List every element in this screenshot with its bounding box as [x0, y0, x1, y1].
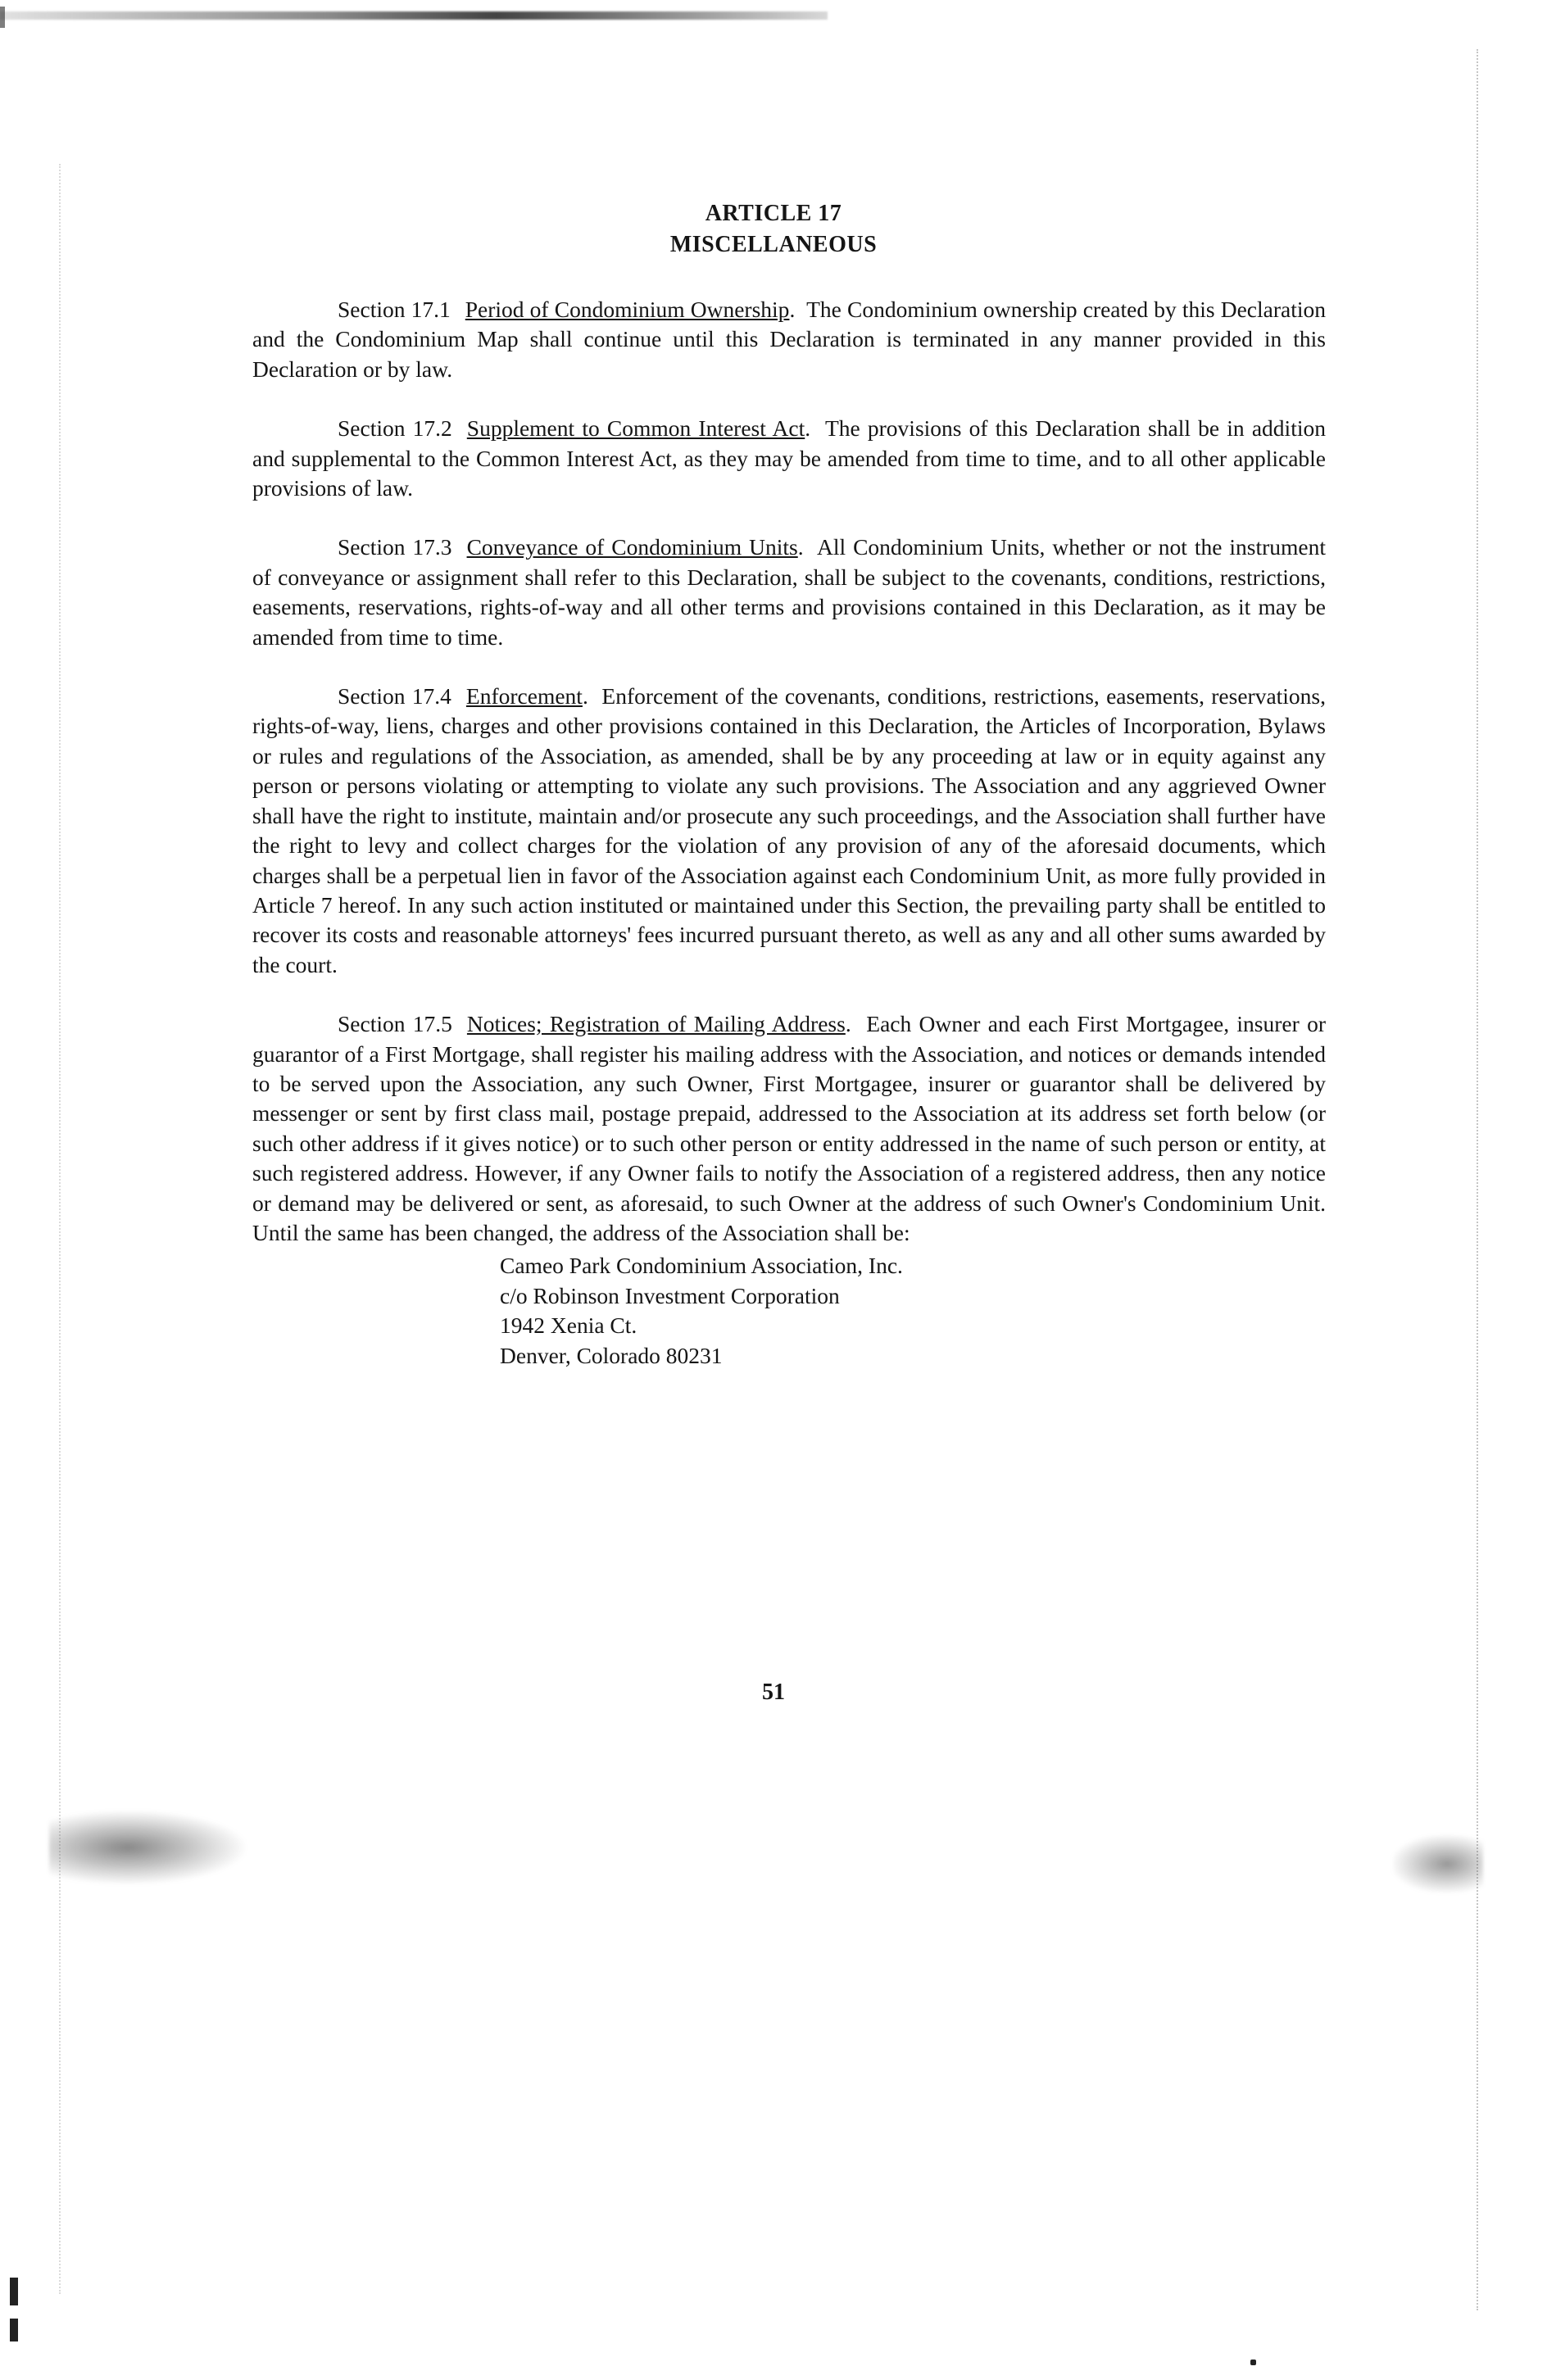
section-17-3: [252, 533, 1326, 652]
section-paragraph: Section 17.4 Enforcement. Enforcement of the covenants, conditions, restrictions, easements, reservations, rights-of-way, liens, charges and other provisions contained in this Declaration, the Articles of Incorporation, Bylaws or rules and regulations of the Association, as amended, shall be by any proceeding at law or in equity against any person or persons violating or attempting to violate any such provisions. The Association and any aggrieved Owner shall have the right to institute, maintain and/or prosecute any such proceedings, and the Association shall further have the right to levy and collect charges for the violation of any provision of any of the aforesaid documents, which charges shall be a perpetual lien in favor of the Association against each Condominium Unit, as more fully provided in Article 7 hereof. In any such action instituted or maintained under this Section, the prevailing party shall be entitled to recover its costs and reasonable attorneys' fees incurred pursuant thereto, as well as any and all other sums awarded by the court.: [252, 683, 1327, 977]
document-body: [252, 295, 1326, 1400]
scan-artifact-corner: [0, 7, 5, 28]
section-text: Enforcement of the covenants, conditions, restrictions, easements, reservations, rights-of-way, liens, charges and other provisions contained in this Declaration, the Articles of Incorporation, Bylaws or rules and regulations of the Association, as amended, shall be by any proceeding at law or in equity against any person or persons violating or attempting to violate any such provisions. The Association and any aggrieved Owner shall have the right to institute, maintain and/or prosecute any such proceedings, and the Association shall further have the right to levy and collect charges for the violation of any provision of any of the aforesaid documents, which charges shall be a perpetual lien in favor of the Association against each Condominium Unit, as more fully provided in Article 7 hereof. In any such action instituted or maintained under this Section, the prevailing party shall be entitled to recover its costs and reasonable attorneys' fees incurred pursuant thereto, as well as any and all other sums awarded by the court.: [252, 683, 1327, 977]
section-17-4: [252, 682, 1326, 980]
address-line: Denver, Colorado 80231: [500, 1342, 723, 1368]
section-text: Each Owner and each First Mortgagee, insurer or guarantor of a First Mortgage, shall register his mailing address with the Association, and notices or demands intended to be served upon the Association, any such Owner, First Mortgagee, insurer or guarantor shall be delivered by messenger or sent by first class mail, postage prepaid, addressed to the Association at its address set forth below (or such other address if it gives notice) or to such other person or entity addressed in the name of such person or entity, at such registered address. However, if any Owner fails to notify the Association of a registered address, then any notice or demand may be delivered or sent, as aforesaid, to such Owner at the address of such Owner's Condominium Unit. Until the same has been changed, the address of the Association shall be:: [252, 1011, 1326, 1245]
section-title: Supplement to Common Interest Act: [466, 415, 805, 442]
scan-artifact-right-edge: [1477, 49, 1481, 2310]
page-number: 51: [762, 1680, 785, 1705]
article-number: ARTICLE 17: [705, 201, 842, 226]
section-paragraph: Section 17.2 Supplement to Common Interest Act. The provisions of this Declaration shall be in addition and supplemental to the Common Interest Act, as they may be amended from time to time, and to all other applicable provisions of law.: [252, 415, 1326, 501]
article-title: MISCELLANEOUS: [669, 232, 878, 257]
scan-artifact-top: [0, 11, 828, 20]
section-paragraph: Section 17.3 Conveyance of Condominium Units. All Condominium Units, whether or not the instrument of conveyance or assignment shall refer to this Declaration, shall be subject to the covenants, conditions, restrictions, easements, reservations, rights-of-way and all other terms and provisions contained in this Declaration, as it may be amended from time to time.: [252, 534, 1326, 650]
section-paragraph: Section 17.5 Notices; Registration of Mailing Address. Each Owner and each First Mortgagee, insurer or guarantor of a First Mortgage, shall register his mailing address with the Association, and notices or demands intended to be served upon the Association, any such Owner, First Mortgagee, insurer or guarantor shall be delivered by messenger or sent by first class mail, postage prepaid, addressed to the Association at its address set forth below (or such other address if it gives notice) or to such other person or entity addressed in the name of such person or entity, at such registered address. However, if any Owner fails to notify the Association of a registered address, then any notice or demand may be delivered or sent, as aforesaid, to such Owner at the address of such Owner's Condominium Unit. Until the same has been changed, the address of the Association shall be:: [252, 1011, 1326, 1245]
address-line: c/o Robinson Investment Corporation: [500, 1282, 840, 1308]
association-address: [500, 1251, 1326, 1371]
section-number: Section 17.4: [338, 683, 451, 709]
section-text: The Condominium ownership created by this Declaration and the Condominium Map shall continue until this Declaration is terminated in any manner provided in this Declaration or by law.: [252, 297, 1326, 382]
article-heading: [0, 198, 1547, 261]
address-line: 1942 Xenia Ct.: [500, 1312, 637, 1339]
scan-smudge-left: [49, 1811, 246, 1884]
section-title: Conveyance of Condominium Units: [466, 534, 798, 560]
section-title: Enforcement: [465, 683, 583, 709]
scan-mark-left-2: [10, 2319, 18, 2341]
section-17-5: [252, 1009, 1326, 1371]
section-text: The provisions of this Declaration shall be in addition and supplemental to the Common Interest Act, as they may be amended from time to time, and to all other applicable provisions of law.: [252, 415, 1326, 501]
scan-smudge-right: [1393, 1835, 1483, 1893]
section-number: Section 17.5: [338, 1011, 452, 1037]
address-line: Cameo Park Condominium Association, Inc.: [500, 1253, 903, 1279]
section-paragraph: Section 17.1 Period of Condominium Ownership. The Condominium ownership created by this Declaration and the Condominium Map shall continue until this Declaration is terminated in any manner provided in this Declaration or by law.: [252, 297, 1326, 382]
section-number: Section 17.1: [338, 297, 451, 322]
scan-mark-left-1: [10, 2278, 18, 2305]
scan-artifact-left-edge: [59, 164, 63, 2294]
section-text: All Condominium Units, whether or not the instrument of conveyance or assignment shall refer to this Declaration, shall be subject to the covenants, conditions, restrictions, easements, reservations, rights-of-way and all other terms and provisions contained in this Declaration, as it may be amended from time to time.: [252, 534, 1326, 650]
section-17-1: [252, 295, 1326, 384]
section-number: Section 17.2: [338, 415, 452, 442]
section-title: Notices; Registration of Mailing Address: [466, 1011, 846, 1037]
section-17-2: [252, 414, 1326, 503]
scan-mark-bottom: [1250, 2360, 1256, 2365]
section-number: Section 17.3: [338, 534, 452, 560]
section-title: Period of Condominium Ownership: [465, 297, 790, 322]
